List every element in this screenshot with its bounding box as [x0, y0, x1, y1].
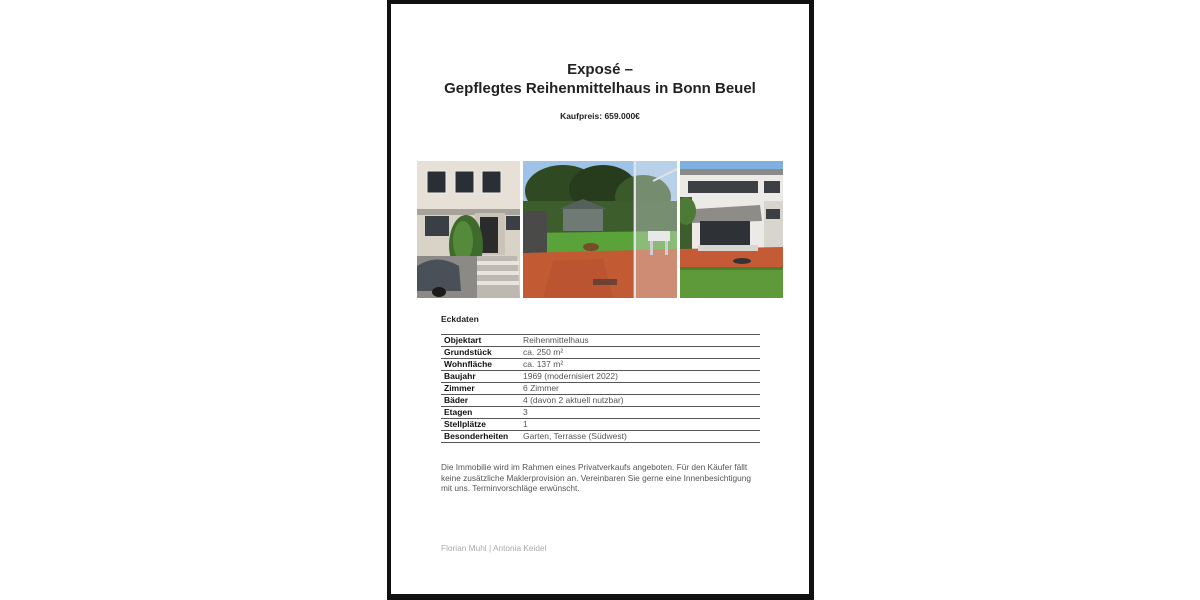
photo-strip — [417, 161, 783, 298]
fact-value: 1 — [520, 419, 760, 431]
page-title — [391, 60, 809, 98]
table-row — [441, 395, 760, 407]
table-row — [441, 371, 760, 383]
table-row — [441, 347, 760, 359]
photo-house-front — [417, 161, 520, 298]
table-row — [441, 335, 760, 347]
fact-value: Garten, Terrasse (Südwest) — [520, 431, 760, 443]
fact-value: ca. 250 m² — [520, 347, 760, 359]
fact-value: 6 Zimmer — [520, 383, 760, 395]
fact-label: Grundstück — [441, 347, 520, 359]
table-row — [441, 383, 760, 395]
fact-label: Besonderheiten — [441, 431, 520, 443]
title-line-1: Exposé – — [567, 61, 633, 78]
title-line-2: Gepflegtes Reihenmittelhaus in Bonn Beuel — [444, 80, 756, 97]
fact-label: Zimmer — [441, 383, 520, 395]
description-paragraph: Die Immobilie wird im Rahmen eines Privatverkaufs angeboten. Für den Käufer fällt keine zusätzliche Maklerprovision an. Vereinbaren Sie gerne eine Innenbesichtigung mit uns. Terminvorschläge erwünscht. — [441, 462, 751, 493]
fact-value: 3 — [520, 407, 760, 419]
footer-authors: Florian Muhl | Antonia Keidel — [441, 543, 547, 553]
fact-label: Bäder — [441, 395, 520, 407]
fact-value: 4 (davon 2 aktuell nutzbar) — [520, 395, 760, 407]
table-row — [441, 407, 760, 419]
fact-label: Wohnfläche — [441, 359, 520, 371]
fact-label: Objektart — [441, 335, 520, 347]
facts-table — [441, 334, 760, 443]
table-row — [441, 359, 760, 371]
fact-value: ca. 137 m² — [520, 359, 760, 371]
facts-table-body — [441, 335, 760, 443]
fact-label: Baujahr — [441, 371, 520, 383]
fact-label: Etagen — [441, 407, 520, 419]
fact-value: Reihenmittelhaus — [520, 335, 760, 347]
table-row — [441, 419, 760, 431]
document-page — [391, 4, 809, 594]
price-label: Kaufpreis: 659.000€ — [560, 111, 640, 121]
photo-garden — [523, 161, 677, 298]
photo-house-rear — [680, 161, 783, 298]
section-title-eckdaten: Eckdaten — [441, 314, 479, 324]
table-row — [441, 431, 760, 443]
document-frame — [387, 0, 814, 600]
fact-label: Stellplätze — [441, 419, 520, 431]
fact-value: 1969 (modernisiert 2022) — [520, 371, 760, 383]
